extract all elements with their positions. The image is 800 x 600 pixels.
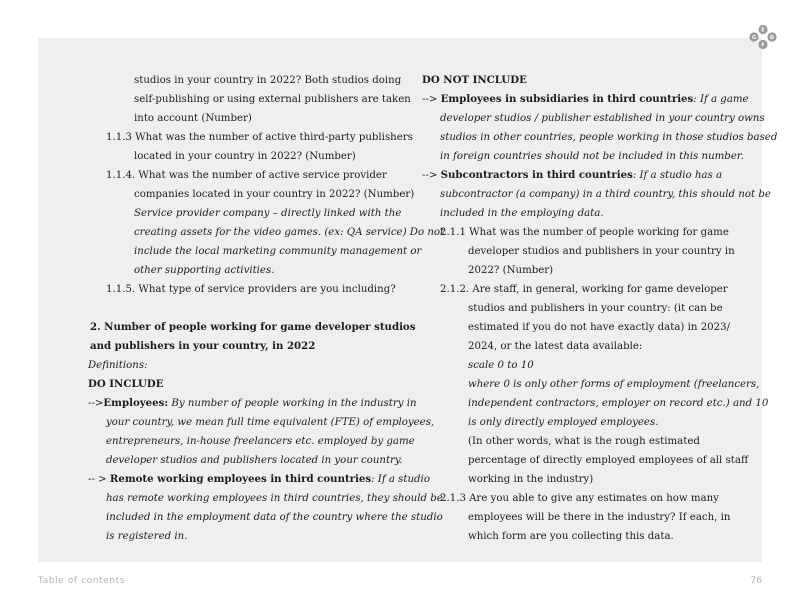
- do-not-include-heading: DO NOT INCLUDE: [422, 74, 527, 86]
- subcontractors-item: [422, 166, 752, 185]
- text-line: studios in your country in 2022? Both studios doing: [134, 75, 402, 86]
- right-column: [422, 71, 778, 546]
- text-line: developer studios and publishers in your country in: [468, 246, 735, 257]
- employees-label: Employees:: [103, 397, 169, 409]
- text-line: (In other words, what is the rough estimated: [468, 436, 700, 447]
- text-line: working in the industry): [468, 474, 594, 485]
- text-line: other supporting activities.: [134, 265, 275, 276]
- text-line: studios and publishers in your country: (it can be: [468, 303, 723, 314]
- text-line: percentage of directly employed employees of all staff: [468, 455, 749, 466]
- arrow-marker: -- >: [88, 474, 110, 485]
- text-line: developer studios / publisher established in your country owns: [440, 113, 765, 124]
- text-line: companies located in your country in 2022? (Number): [134, 189, 415, 200]
- arrow-marker: -->: [422, 170, 441, 181]
- text-line: 2022? (Number): [468, 265, 554, 276]
- text-line: which form are you collecting this data.: [468, 531, 674, 542]
- text-line: : If a game: [693, 94, 749, 105]
- text-line: where 0 is only other forms of employment (freelancers,: [468, 379, 760, 390]
- remote-item: [88, 470, 430, 489]
- question-2-1-3: 2.1.3 Are you able to give any estimates on how many: [440, 493, 719, 504]
- text-line: scale 0 to 10: [468, 360, 534, 371]
- logo-letter-g: G: [751, 34, 757, 41]
- text-line: estimated if you do not have exactly data) in 2023/: [468, 322, 731, 333]
- text-line: included in the employing data.: [440, 208, 604, 219]
- text-line: employees will be there in the industry? If each, in: [468, 512, 731, 523]
- question-1-1-4: 1.1.4. What was the number of active service provider: [106, 170, 387, 181]
- question-1-1-3: 1.1.3 What was the number of active third-party publishers: [106, 132, 413, 143]
- question-2-1-2: 2.1.2. Are staff, in general, working for game developer: [440, 284, 728, 295]
- egdf-logo: [748, 24, 778, 50]
- text-line: 2024, or the latest data available:: [468, 341, 643, 352]
- question-1-1-5: 1.1.5. What type of service providers are you including?: [106, 284, 396, 295]
- text-line: in foreign countries should not be included in this number.: [440, 151, 744, 162]
- text-line: your country, we mean full time equivalent (FTE) of employees,: [106, 417, 435, 428]
- left-column: [88, 71, 445, 546]
- text-line: Service provider company – directly linked with the: [134, 208, 402, 219]
- logo-letter-d: D: [769, 34, 775, 41]
- arrow-marker: -->: [88, 398, 104, 409]
- text-line: included in the employment data of the country where the studio: [106, 512, 443, 523]
- text-line: into account (Number): [134, 113, 252, 124]
- employees-item: [88, 394, 417, 413]
- logo-letter-f: F: [761, 42, 765, 49]
- section-heading-2: and publishers in your country, in 2022: [90, 340, 316, 352]
- text-line: developer studios and publishers located in your country.: [106, 455, 403, 466]
- text-line: By number of people working in the industry in: [168, 398, 417, 409]
- subsidiaries-label: Employees in subsidiaries in third countries: [440, 93, 694, 105]
- definitions-label: Definitions:: [88, 360, 148, 371]
- text-line: : If a studio: [371, 474, 430, 485]
- table-of-contents-link[interactable]: Table of contents: [38, 576, 126, 586]
- remote-label: Remote working employees in third countries: [109, 473, 372, 485]
- text-line: is registered in.: [106, 531, 188, 542]
- section-heading-2: 2. Number of people working for game developer studios: [90, 321, 416, 333]
- text-line: has remote working employees in third countries, they should be: [106, 493, 443, 504]
- text-line: studios in other countries, people working in those studios based: [440, 132, 778, 143]
- text-line: self-publishing or using external publishers are taken: [134, 94, 411, 105]
- text-line: located in your country in 2022? (Number): [134, 151, 356, 162]
- text-line: is only directly employed employees.: [468, 417, 659, 428]
- question-2-1-1: 2.1.1 What was the number of people working for game: [440, 227, 729, 238]
- text-line: : If a studio has a: [632, 170, 723, 181]
- text-line: creating assets for the video games. (ex: QA service) Do not: [134, 227, 445, 238]
- page-number: 76: [750, 576, 762, 586]
- text-line: entrepreneurs, in-house freelancers etc. employed by game: [106, 436, 415, 447]
- subcontractors-label: Subcontractors in third countries: [440, 169, 633, 181]
- arrow-marker: -->: [422, 94, 441, 105]
- text-line: independent contractors, employer on record etc.) and 10: [468, 398, 769, 409]
- text-line: include the local marketing community management or: [134, 246, 422, 257]
- do-include-heading: DO INCLUDE: [88, 378, 164, 390]
- subsidiaries-item: [422, 90, 752, 109]
- text-line: subcontractor (a company) in a third country, this should not be: [440, 189, 771, 200]
- logo-letter-e: E: [761, 27, 765, 34]
